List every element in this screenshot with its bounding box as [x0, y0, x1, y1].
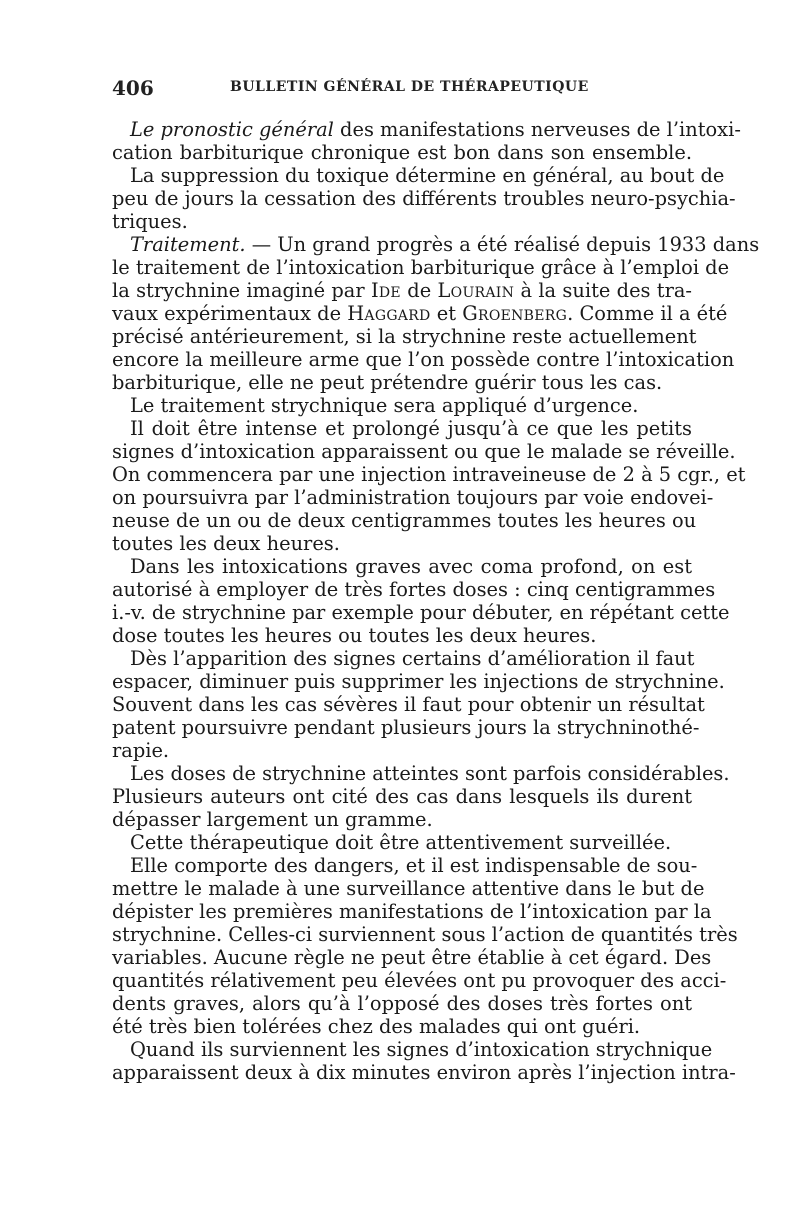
author-name: Lourain	[437, 279, 515, 302]
text-line: cation barbiturique chronique est bon dans son ensemble.	[112, 141, 692, 164]
text-line: neuse de un ou de deux centigrammes toutes les heures ou	[112, 509, 697, 532]
text-line: Dès l’apparition des signes certains d’amélioration il faut	[130, 647, 695, 670]
text-line: Quand ils surviennent les signes d’intoxication strychnique	[130, 1038, 713, 1061]
text-line: autorisé à employer de très fortes doses : cinq centigrammes	[112, 578, 716, 601]
page-header	[112, 76, 692, 100]
text-line: Le pronostic général des manifestations nerveuses de l’intoxi-	[130, 118, 741, 141]
author-name: Haggard	[347, 302, 431, 325]
text-line: encore la meilleure arme que l’on possède contre l’intoxication	[112, 348, 735, 371]
text-line: précisé antérieurement, si la strychnine reste actuellement	[112, 325, 697, 348]
text-line: dépister les premières manifestations de l’intoxication par la	[112, 900, 712, 923]
text-line: peu de jours la cessation des différents troubles neuro-psychia-	[112, 187, 736, 210]
text-line: Les doses de strychnine atteintes sont parfois considérables.	[130, 762, 730, 785]
text-line: dose toutes les heures ou toutes les deux heures.	[112, 624, 597, 647]
text-line: mettre le malade à une surveillance attentive dans le but de	[112, 877, 705, 900]
text-line: strychnine. Celles-ci surviennent sous l’action de quantités très	[112, 923, 738, 946]
text-line: signes d’intoxication apparaissent ou que le malade se réveille.	[112, 440, 736, 463]
italic-heading-pronostic: Le pronostic général	[130, 118, 334, 141]
text-line: Le traitement strychnique sera appliqué d’urgence.	[130, 394, 639, 417]
text-line: Traitement. — Un grand progrès a été réalisé depuis 1933 dans	[130, 233, 760, 256]
author-name: Groenberg	[462, 302, 568, 325]
text-line: Souvent dans les cas sévères il faut pour obtenir un résultat	[112, 693, 705, 716]
text-line: rapie.	[112, 739, 170, 762]
text-line: La suppression du toxique détermine en général, au bout de	[130, 164, 725, 187]
text-line: Dans les intoxications graves avec coma profond, on est	[130, 555, 692, 578]
text-line: Elle comporte des dangers, et il est indispensable de sou-	[130, 854, 698, 877]
text-line: triques.	[112, 210, 188, 233]
text-line: été très bien tolérées chez des malades qui ont guéri.	[112, 1015, 641, 1038]
text-line: dépasser largement un gramme.	[112, 808, 433, 831]
text-line: toutes les deux heures.	[112, 532, 340, 555]
italic-heading-traitement: Traitement.	[130, 233, 246, 256]
text-line: patent poursuivre pendant plusieurs jours la strychninothé-	[112, 716, 700, 739]
text-line: apparaissent deux à dix minutes environ après l’injection intra-	[112, 1061, 736, 1084]
text-line: Plusieurs auteurs ont cité des cas dans lesquels ils durent	[112, 785, 692, 808]
text-line: Il doit être intense et prolongé jusqu’à ce que les petits	[130, 417, 692, 440]
text-line: Cette thérapeutique doit être attentivement surveillée.	[130, 831, 672, 854]
author-name: Ide	[370, 279, 401, 302]
text-line: variables. Aucune règle ne peut être établie à cet égard. Des	[112, 946, 712, 969]
text-line: quantités rélativement peu élevées ont pu provoquer des acci-	[112, 969, 727, 992]
text-line: on poursuivra par l’administration toujours par voie endovei-	[112, 486, 714, 509]
text-line: le traitement de l’intoxication barbiturique grâce à l’emploi de	[112, 256, 730, 279]
page-number: 406	[112, 76, 154, 100]
running-title: BULLETIN GÉNÉRAL DE THÉRAPEUTIQUE	[230, 79, 589, 95]
text-line: barbiturique, elle ne peut prétendre guérir tous les cas.	[112, 371, 663, 394]
text-line: vaux expérimentaux de Haggard et Groenberg. Comme il a été	[112, 302, 728, 325]
text-line: dents graves, alors qu’à l’opposé des doses très fortes ont	[112, 992, 692, 1015]
text-line: la strychnine imaginé par Ide de Lourain à la suite des tra-	[112, 279, 692, 302]
text-line: On commencera par une injection intraveineuse de 2 à 5 cgr., et	[112, 463, 746, 486]
text-line: i.-v. de strychnine par exemple pour débuter, en répétant cette	[112, 601, 730, 624]
text-line: espacer, diminuer puis supprimer les injections de strychnine.	[112, 670, 725, 693]
